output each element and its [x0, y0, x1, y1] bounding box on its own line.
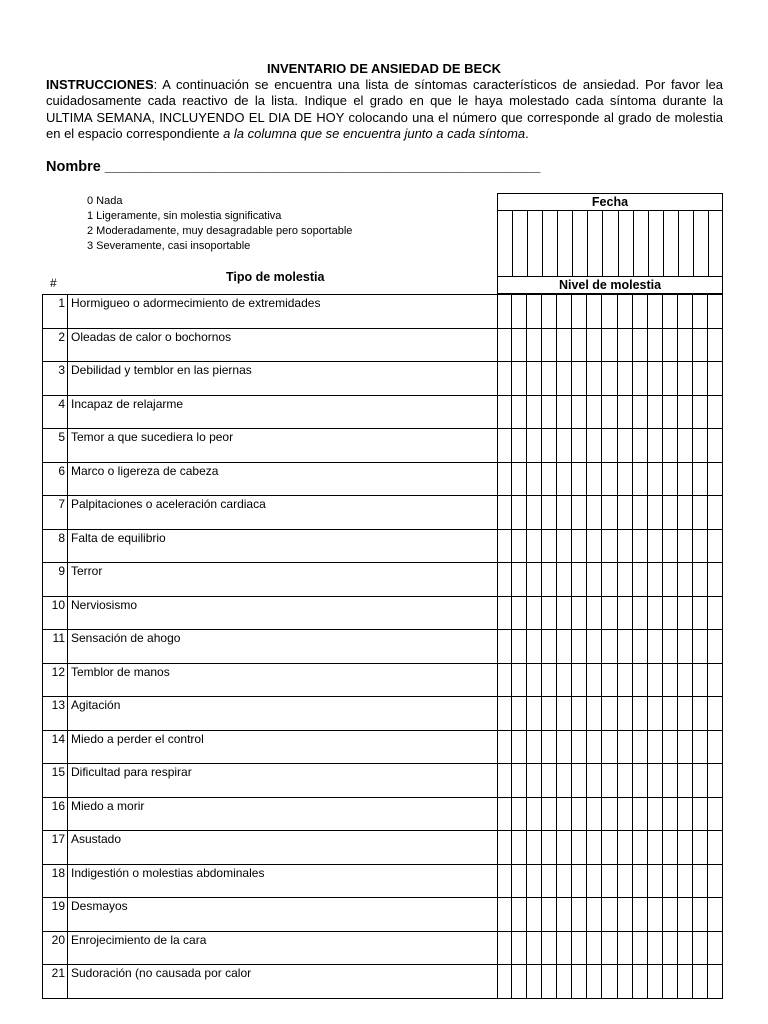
instructions-text: : A continuación se encuentra una lista de síntomas característicos de ansiedad. Por favor lea cuidadosamente cada reactivo de la lista. Indique el grado en que le haya molestado cada síntoma durante la ULTIMA SEMANA, INCLUYENDO EL DIA DE HOY colocando una el número que corresponde al grado de molestia en el espacio correspondiente — [46, 77, 723, 141]
row-number: 16 — [51, 798, 65, 813]
instructions-label: INSTRUCCIONES — [46, 77, 154, 92]
row-number: 17 — [51, 832, 65, 846]
level-column-divider — [677, 294, 678, 998]
symptom-label: Temor a que sucediera lo peor — [71, 430, 234, 444]
row-number: 10 — [51, 597, 65, 612]
symptom-label: Debilidad y temblor en las piernas — [71, 363, 252, 377]
level-column-divider — [692, 294, 693, 998]
row-number: 9 — [58, 564, 65, 578]
symptom-label: Dificultad para respirar — [71, 765, 192, 779]
date-column-divider — [542, 211, 543, 276]
row-number: 8 — [58, 530, 65, 545]
symptom-label: Sudoración (no causada por calor — [71, 966, 252, 980]
level-column-divider — [526, 294, 527, 998]
symptom-label: Palpitaciones o aceleración cardiaca — [71, 497, 266, 511]
date-column-divider — [678, 211, 679, 276]
symptom-label: Miedo a morir — [71, 798, 145, 813]
symptom-label: Enrojecimiento de la cara — [71, 932, 207, 947]
row-number: 12 — [51, 664, 65, 679]
symptom-label: Nerviosismo — [71, 597, 138, 612]
legend-item: 2 Moderadamente, muy desagradable pero soportable — [87, 225, 353, 237]
level-column-divider — [662, 294, 663, 998]
level-column-divider — [556, 294, 557, 998]
legend-item: 0 Nada — [87, 195, 123, 207]
symptom-label: Incapaz de relajarme — [71, 396, 184, 411]
level-column-divider — [511, 294, 512, 998]
symptom-label: Falta de equilibrio — [71, 530, 166, 545]
level-column-divider — [617, 294, 618, 998]
symptom-column-header: Tipo de molestia — [226, 270, 325, 284]
symptom-label: Miedo a perder el control — [71, 731, 204, 746]
row-number: 3 — [58, 363, 65, 377]
date-column-divider — [602, 211, 603, 276]
date-column-divider — [708, 211, 709, 276]
symptom-label: Marco o ligereza de cabeza — [71, 463, 219, 478]
row-number: 7 — [58, 497, 65, 511]
level-column-divider — [541, 294, 542, 998]
row-number: 2 — [58, 329, 65, 344]
date-column-divider — [587, 211, 588, 276]
number-column-header: # — [50, 276, 57, 290]
date-column-divider — [648, 211, 649, 276]
level-column-divider — [632, 294, 633, 998]
date-header: Fecha — [497, 193, 723, 211]
legend-item: 1 Ligeramente, sin molestia significativa — [87, 210, 282, 222]
table-border — [42, 294, 723, 999]
row-number: 13 — [51, 698, 65, 712]
date-column-divider — [618, 211, 619, 276]
symptom-label: Temblor de manos — [71, 664, 170, 679]
level-column-divider — [586, 294, 587, 998]
date-column-divider — [663, 211, 664, 276]
level-column-divider — [571, 294, 572, 998]
date-column-divider — [572, 211, 573, 276]
date-column-divider — [512, 211, 513, 276]
level-column-divider — [601, 294, 602, 998]
symptom-label: Hormigueo o adormecimiento de extremidades — [71, 296, 321, 310]
symptom-label: Asustado — [71, 832, 122, 846]
instructions-end: . — [525, 125, 529, 141]
symptom-label: Agitación — [71, 698, 121, 712]
symptom-label: Oleadas de calor o bochornos — [71, 329, 232, 344]
document-title: INVENTARIO DE ANSIEDAD DE BECK — [266, 61, 502, 76]
table-divider — [67, 294, 68, 998]
row-number: 20 — [51, 932, 65, 947]
instructions — [46, 77, 723, 142]
row-number: 6 — [58, 463, 65, 478]
symptom-label: Desmayos — [71, 899, 128, 913]
row-number: 11 — [52, 631, 65, 645]
symptom-label: Terror — [71, 564, 103, 578]
row-number: 18 — [51, 865, 65, 880]
date-columns[interactable] — [497, 210, 723, 277]
row-number: 19 — [51, 899, 65, 913]
level-column-divider — [647, 294, 648, 998]
row-number: 1 — [58, 296, 65, 310]
date-column-divider — [557, 211, 558, 276]
table-divider — [497, 294, 498, 998]
name-field[interactable]: Nombre ______________________________________________________ — [46, 159, 541, 175]
level-column-divider — [707, 294, 708, 998]
date-column-divider — [527, 211, 528, 276]
date-column-divider — [693, 211, 694, 276]
date-column-divider — [633, 211, 634, 276]
row-number: 5 — [58, 430, 65, 444]
symptom-label: Sensación de ahogo — [71, 631, 181, 645]
legend-item: 3 Severamente, casi insoportable — [87, 240, 251, 252]
level-header: Nivel de molestia — [497, 277, 723, 294]
row-number: 14 — [51, 731, 65, 746]
instructions-italic: a la columna que se encuentra junto a cada síntoma — [223, 125, 526, 141]
row-number: 21 — [51, 966, 65, 980]
row-number: 15 — [51, 765, 65, 779]
symptom-label: Indigestión o molestias abdominales — [71, 865, 265, 880]
scale-legend — [87, 194, 352, 254]
row-number: 4 — [58, 396, 65, 411]
